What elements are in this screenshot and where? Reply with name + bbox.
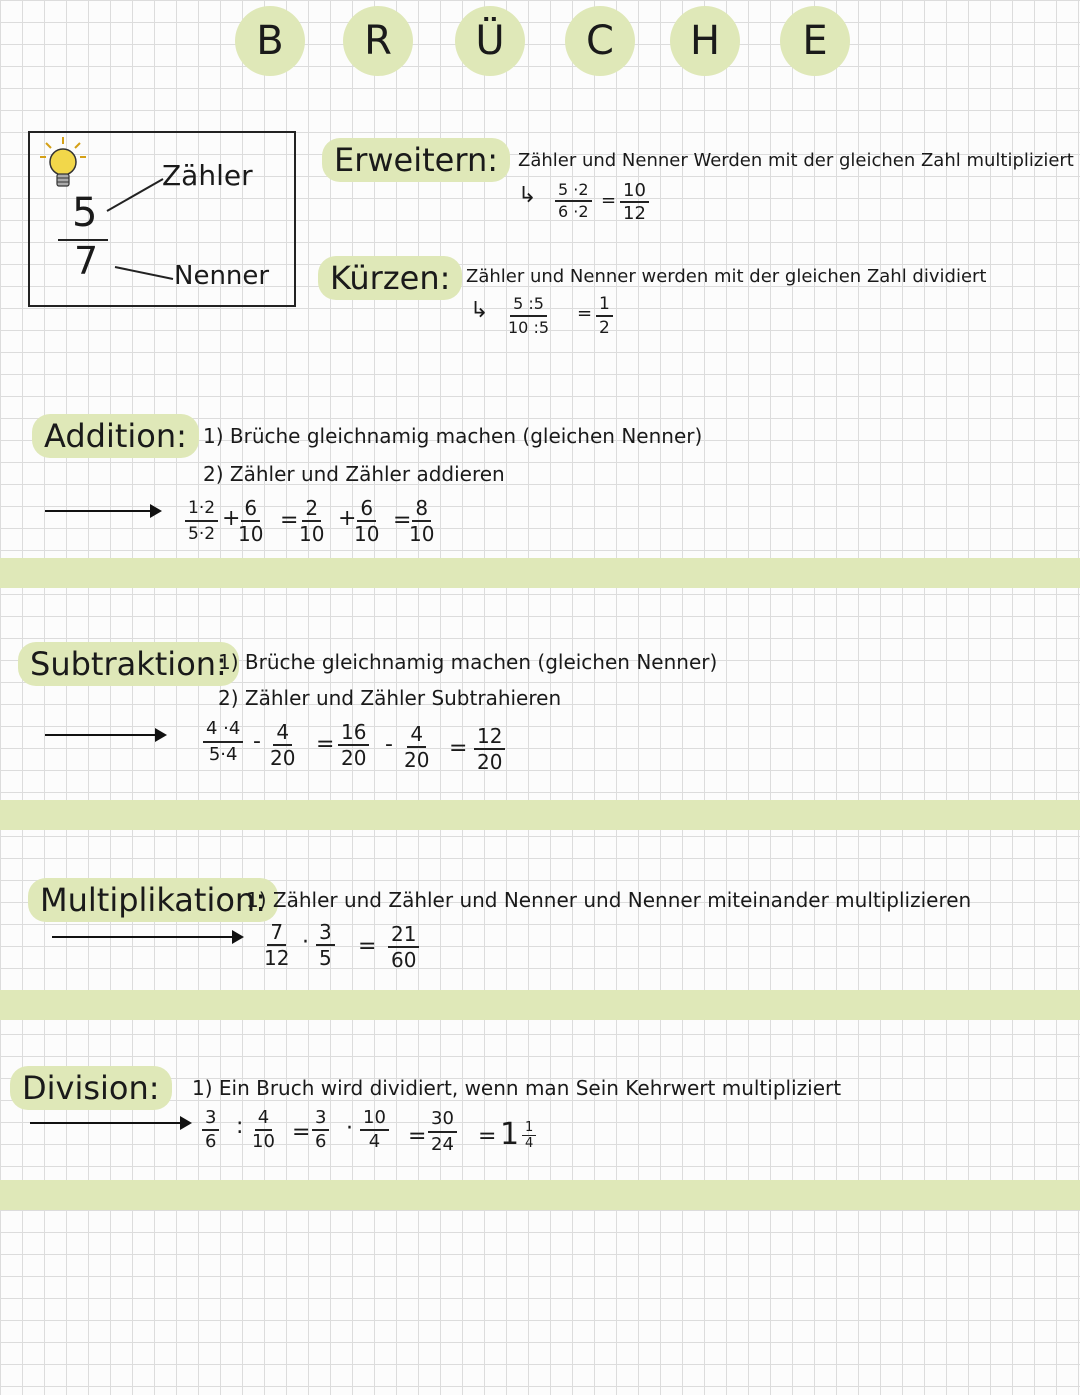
section-divider-4	[0, 1180, 1080, 1210]
division-mixed-whole: 1	[500, 1117, 520, 1152]
example-denominator: 7	[74, 239, 99, 283]
addition-f5-num: 8	[412, 496, 431, 522]
addition-f3	[299, 496, 324, 546]
title-letter-h: H	[670, 6, 740, 76]
addition-f5-den: 10	[409, 522, 435, 546]
multiplikation-step1: 1) Zähler und Zähler und Nenner und Nenner miteinander multiplizieren	[246, 888, 972, 912]
addition-op1: +	[222, 506, 241, 531]
erweitern-heading: Erweitern:	[322, 138, 510, 182]
subtraktion-f5-num: 12	[474, 724, 505, 750]
multiplikation-op: ·	[302, 930, 309, 955]
erweitern-eq: =	[601, 190, 617, 211]
subtraktion-op2: -	[385, 732, 393, 757]
multiplikation-f2	[316, 920, 335, 970]
example-numerator: 5	[72, 190, 98, 236]
addition-eq1: =	[280, 508, 299, 533]
subtraktion-f3-den: 20	[341, 746, 367, 770]
multiplikation-f3	[388, 922, 419, 972]
division-f1-den: 6	[205, 1131, 217, 1152]
division-heading: Division:	[10, 1066, 172, 1110]
subtraktion-eq2: =	[449, 736, 468, 761]
title-letter-b: B	[235, 6, 305, 76]
addition-f4-num: 6	[357, 496, 376, 522]
section-divider-1	[0, 558, 1080, 588]
division-mixed-den: 4	[525, 1136, 534, 1151]
subtraktion-f3-num: 16	[338, 720, 369, 746]
addition-f2-den: 10	[238, 522, 264, 546]
addition-f4-den: 10	[354, 522, 380, 546]
label-nenner: Nenner	[174, 261, 270, 291]
title-letter-r: R	[343, 6, 413, 76]
label-zaehler: Zähler	[162, 159, 253, 192]
subtraktion-f2-num: 4	[273, 720, 292, 746]
division-f4	[360, 1107, 389, 1153]
erweitern-rhs-fraction	[620, 180, 649, 224]
division-f3-num: 3	[312, 1107, 329, 1131]
kuerzen-heading: Kürzen:	[318, 256, 462, 300]
title-letter-c: C	[565, 6, 635, 76]
subtraktion-f1-den: 5·4	[208, 744, 238, 765]
division-f5	[428, 1107, 457, 1157]
subtraktion-f4-den: 20	[404, 748, 430, 772]
addition-f4	[354, 496, 379, 546]
division-mixed-num: 1	[522, 1120, 536, 1136]
arrow-hook-icon: ↳	[518, 183, 537, 208]
division-f1-num: 3	[202, 1107, 219, 1131]
multiplikation-f3-den: 60	[391, 948, 417, 972]
multiplikation-f2-num: 3	[316, 920, 335, 946]
addition-step1: 1) Brüche gleichnamig machen (gleichen Nenner)	[203, 424, 703, 448]
subtraktion-arrow-icon	[45, 734, 165, 736]
division-f3	[312, 1107, 329, 1153]
multiplikation-arrow-icon	[52, 936, 242, 938]
addition-op2: +	[338, 506, 357, 531]
subtraktion-step2: 2) Zähler und Zähler Subtrahieren	[218, 686, 562, 710]
subtraktion-f4	[404, 722, 429, 772]
addition-f1	[185, 496, 218, 546]
addition-heading: Addition:	[32, 414, 199, 458]
multiplikation-f1-den: 12	[264, 946, 290, 970]
erweitern-lhs-den: 6 ·2	[558, 202, 589, 221]
division-f2-den: 10	[252, 1131, 275, 1152]
multiplikation-eq: =	[358, 934, 377, 959]
addition-f3-num: 2	[302, 496, 321, 522]
subtraktion-f3	[338, 720, 369, 770]
division-op2: ·	[346, 1116, 353, 1141]
addition-f1-den: 5·2	[188, 524, 216, 544]
kuerzen-rhs-fraction	[596, 293, 613, 339]
erweitern-lhs-fraction	[555, 180, 592, 222]
multiplikation-f1	[264, 920, 289, 970]
section-divider-2	[0, 800, 1080, 830]
multiplikation-f2-den: 5	[319, 946, 332, 970]
division-op1: :	[236, 1114, 244, 1139]
multiplikation-f3-num: 21	[388, 922, 419, 948]
addition-arrow-icon	[45, 510, 160, 512]
division-arrow-icon	[30, 1122, 190, 1124]
title-letter-ue: Ü	[455, 6, 525, 76]
division-step1: 1) Ein Bruch wird dividiert, wenn man Sein Kehrwert multipliziert	[192, 1076, 842, 1100]
subtraktion-op1: -	[253, 729, 261, 754]
division-f2	[252, 1107, 275, 1153]
section-divider-3	[0, 990, 1080, 1020]
subtraktion-f5-den: 20	[477, 750, 503, 774]
division-f3-den: 6	[315, 1131, 327, 1152]
division-mixed-fraction	[522, 1120, 536, 1151]
subtraktion-f4-num: 4	[407, 722, 426, 748]
subtraktion-f1	[203, 717, 243, 767]
division-f4-den: 4	[368, 1131, 381, 1152]
addition-f3-den: 10	[299, 522, 325, 546]
title-letter-e: E	[780, 6, 850, 76]
lightbulb-icon	[38, 135, 88, 193]
arrow-hook-icon-2: ↳	[470, 298, 489, 323]
erweitern-rhs-num: 10	[620, 180, 649, 203]
erweitern-rhs-den: 12	[623, 203, 646, 224]
division-f1	[202, 1107, 219, 1153]
kuerzen-eq: =	[577, 303, 593, 324]
kuerzen-rhs-den: 2	[599, 318, 610, 338]
addition-eq2: =	[393, 508, 412, 533]
division-eq1: =	[292, 1120, 311, 1145]
division-f5-den: 24	[431, 1134, 454, 1155]
kuerzen-lhs-num: 5 :5	[510, 293, 547, 317]
addition-f5	[409, 496, 434, 546]
subtraktion-eq1: =	[316, 732, 335, 757]
division-eq3: =	[478, 1124, 497, 1149]
kuerzen-text: Zähler und Nenner werden mit der gleichen Zahl dividiert	[466, 266, 987, 287]
subtraktion-f1-num: 4 ·4	[203, 717, 243, 743]
multiplikation-heading: Multiplikation:	[28, 878, 278, 922]
subtraktion-f5	[474, 724, 505, 774]
kuerzen-rhs-num: 1	[596, 293, 613, 317]
division-f2-num: 4	[255, 1107, 272, 1131]
division-eq2: =	[408, 1124, 427, 1149]
erweitern-lhs-num: 5 ·2	[555, 180, 592, 202]
erweitern-text: Zähler und Nenner Werden mit der gleichen Zahl multipliziert	[518, 150, 1074, 171]
subtraktion-f2-den: 20	[270, 746, 296, 770]
subtraktion-step1: 1) Brüche gleichnamig machen (gleichen Nenner)	[218, 650, 718, 674]
addition-step2: 2) Zähler und Zähler addieren	[203, 462, 505, 486]
multiplikation-f1-num: 7	[267, 920, 286, 946]
subtraktion-f2	[270, 720, 295, 770]
kuerzen-lhs-den: 10 :5	[508, 318, 550, 337]
kuerzen-lhs-fraction	[508, 293, 549, 339]
fraction-parts-box	[28, 131, 296, 307]
division-f5-num: 30	[428, 1107, 457, 1133]
subtraktion-heading: Subtraktion:	[18, 642, 239, 686]
division-f4-num: 10	[360, 1107, 389, 1131]
addition-f2	[238, 496, 263, 546]
addition-f2-num: 6	[241, 496, 260, 522]
addition-f1-num: 1·2	[185, 496, 218, 522]
